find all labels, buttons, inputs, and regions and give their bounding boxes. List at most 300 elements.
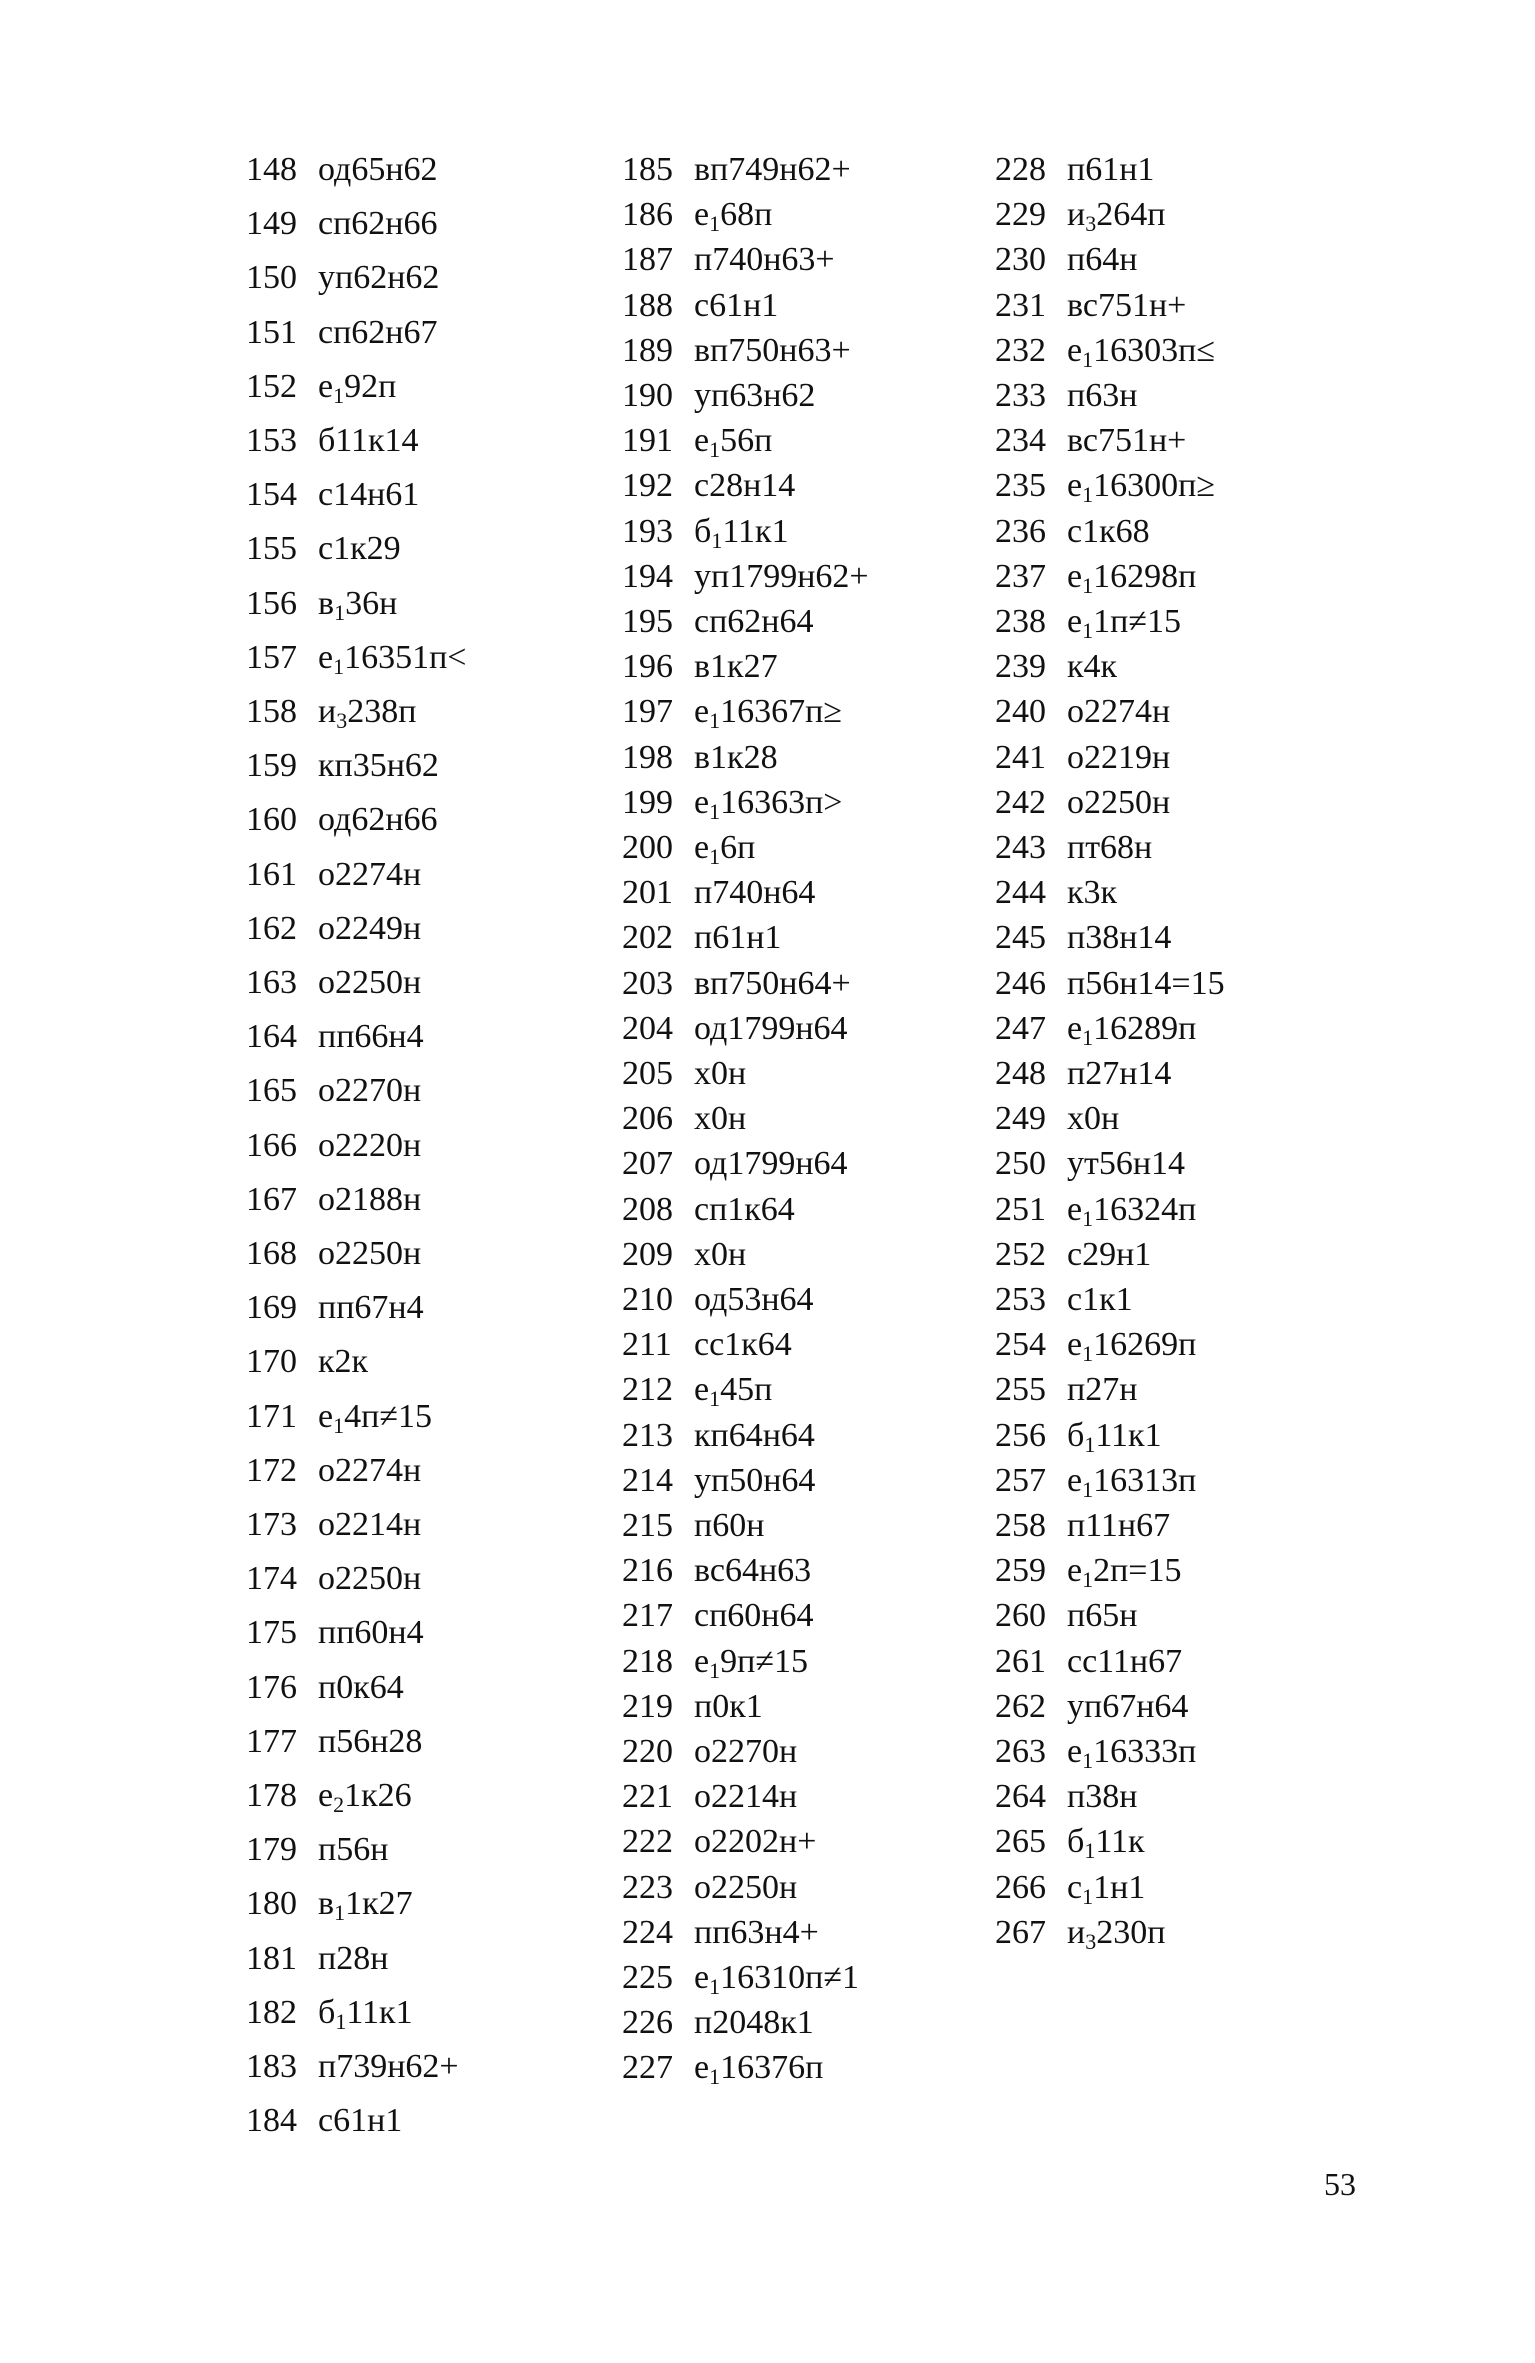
row-code: в1к28 (694, 739, 778, 776)
table-row (995, 421, 1186, 461)
row-number: 265 (995, 1823, 1046, 1860)
row-code: п63н (1067, 377, 1138, 414)
row-number: 197 (622, 693, 673, 730)
row-number: 208 (622, 1191, 673, 1228)
table-row (246, 1830, 388, 1870)
row-number: 188 (622, 287, 673, 324)
row-code: $e_116300п\ge$ (1067, 467, 1215, 507)
table-row (622, 1551, 811, 1591)
table-row (622, 828, 755, 868)
row-number: 196 (622, 648, 673, 685)
row-number: 250 (995, 1145, 1046, 1182)
table-row (995, 1777, 1137, 1817)
table-row (622, 1687, 763, 1727)
row-code: $б_111к1$ (694, 513, 789, 553)
table-row (995, 512, 1150, 552)
row-number: 166 (246, 1127, 297, 1164)
row-code: с61н1 (318, 2102, 403, 2139)
row-code: $e_116324п$ (1067, 1191, 1197, 1231)
row-number: 262 (995, 1688, 1046, 1725)
row-code: $e_12п=15$ (1067, 1552, 1182, 1592)
row-number: 212 (622, 1371, 673, 1408)
table-row (622, 1235, 746, 1275)
row-code: $e_116367п\ge$ (694, 693, 842, 733)
row-code: $e_116289п$ (1067, 1010, 1197, 1050)
row-code: сс1к64 (694, 1326, 792, 1363)
row-code: o2250н (318, 1235, 422, 1272)
table-row (995, 286, 1186, 326)
row-code: п0к64 (318, 1669, 404, 1706)
row-code: вп749н62+ (694, 151, 851, 188)
row-number: 219 (622, 1688, 673, 1725)
row-number: 242 (995, 784, 1046, 821)
table-row (246, 800, 438, 840)
row-number: 206 (622, 1100, 673, 1137)
table-row (622, 1461, 815, 1501)
row-number: 260 (995, 1597, 1046, 1634)
table-row (622, 466, 795, 506)
row-number: 218 (622, 1643, 673, 1680)
table-row (995, 150, 1154, 190)
row-number: 254 (995, 1326, 1046, 1363)
row-number: 162 (246, 910, 297, 947)
table-row (995, 240, 1137, 280)
row-number: 192 (622, 467, 673, 504)
table-row (995, 1190, 1196, 1230)
table-row (246, 1180, 421, 1220)
row-code: $e_168п$ (694, 196, 773, 236)
row-code: с29н1 (1067, 1236, 1152, 1273)
row-code: с61н1 (694, 287, 779, 324)
table-row (246, 1884, 413, 1924)
row-number: 148 (246, 151, 297, 188)
table-row (246, 1505, 421, 1545)
row-code: п28н (318, 1940, 389, 1977)
row-number: 165 (246, 1072, 297, 1109)
table-row (622, 1506, 764, 1546)
table-row (246, 1939, 388, 1979)
row-code: к4к (1067, 648, 1118, 685)
table-row (995, 195, 1165, 235)
row-number: 189 (622, 332, 673, 369)
row-number: 187 (622, 241, 673, 278)
row-number: 252 (995, 1236, 1046, 1273)
row-code: п38н14 (1067, 919, 1172, 956)
page-number: 53 (1324, 2166, 1356, 2202)
row-number: 247 (995, 1010, 1046, 1047)
row-number: 211 (622, 1326, 672, 1363)
table-row (995, 1642, 1182, 1682)
row-code: уп63н62 (694, 377, 816, 414)
row-code: $e_156п$ (694, 422, 773, 462)
row-code: вп750н64+ (694, 965, 851, 1002)
table-row (995, 647, 1117, 687)
table-row (995, 466, 1215, 506)
table-row (622, 1099, 746, 1139)
row-number: 231 (995, 287, 1046, 324)
table-row (995, 1099, 1119, 1139)
row-number: 204 (622, 1010, 673, 1047)
row-number: 256 (995, 1417, 1046, 1454)
row-code: пп67н4 (318, 1289, 424, 1326)
row-code: $e_11п\ne 15$ (1067, 603, 1181, 643)
row-code: $e_116298п$ (1067, 558, 1197, 598)
row-number: 246 (995, 965, 1046, 1002)
row-code: $e_192п$ (318, 368, 397, 408)
table-row (622, 376, 815, 416)
table-row (995, 918, 1171, 958)
row-number: 152 (246, 368, 297, 405)
row-number: 163 (246, 964, 297, 1001)
table-row (622, 1009, 848, 1049)
table-row (622, 1642, 808, 1682)
row-number: 157 (246, 639, 297, 676)
row-number: 154 (246, 476, 297, 513)
row-number: 176 (246, 1669, 297, 1706)
table-row (246, 963, 421, 1003)
table-row (246, 204, 437, 244)
table-row (622, 1777, 797, 1817)
table-row (995, 602, 1181, 642)
row-number: 237 (995, 558, 1046, 595)
table-row (622, 1280, 814, 1320)
row-code: o2250н (1067, 784, 1171, 821)
row-number: 198 (622, 739, 673, 776)
row-code: с1к1 (1067, 1281, 1133, 1318)
row-code: х0н (694, 1236, 747, 1273)
row-code: сп62н67 (318, 314, 438, 351)
table-row (246, 421, 419, 461)
row-number: 228 (995, 151, 1046, 188)
row-code: $с_11н1$ (1067, 1869, 1146, 1909)
row-number: 238 (995, 603, 1046, 640)
row-code: п27н (1067, 1371, 1138, 1408)
row-code: в1к27 (694, 648, 778, 685)
row-code: кп64н64 (694, 1417, 815, 1454)
row-code: к3к (1067, 874, 1118, 911)
row-code: п2048к1 (694, 2004, 814, 2041)
row-code: х0н (694, 1055, 747, 1092)
row-code: $б_111к$ (1067, 1823, 1145, 1863)
row-code: $e_21к26$ (318, 1777, 412, 1817)
row-code: од1799н64 (694, 1010, 848, 1047)
row-code: сп1к64 (694, 1191, 795, 1228)
row-code: уп50н64 (694, 1462, 816, 1499)
row-number: 173 (246, 1506, 297, 1543)
row-code: п27н14 (1067, 1055, 1172, 1092)
row-code: п739н62+ (318, 2048, 459, 2085)
table-row (246, 638, 466, 678)
row-number: 191 (622, 422, 673, 459)
row-number: 190 (622, 377, 673, 414)
table-row (622, 2048, 823, 2088)
table-row (622, 918, 781, 958)
row-code: б11к14 (318, 422, 419, 459)
row-number: 241 (995, 739, 1046, 776)
table-row (246, 1722, 422, 1762)
row-number: 207 (622, 1145, 673, 1182)
row-code: п56н28 (318, 1723, 423, 1760)
row-number: 158 (246, 693, 297, 730)
table-row (995, 1461, 1196, 1501)
table-row (622, 240, 835, 280)
table-row (995, 1551, 1181, 1591)
row-code: п740н63+ (694, 241, 835, 278)
table-row (622, 783, 842, 823)
table-row (246, 529, 401, 569)
row-number: 149 (246, 205, 297, 242)
row-number: 226 (622, 2004, 673, 2041)
row-code: $e_116333п$ (1067, 1733, 1197, 1773)
row-number: 177 (246, 1723, 297, 1760)
table-row (995, 1370, 1137, 1410)
table-row (246, 2101, 402, 2141)
table-row (622, 1144, 848, 1184)
table-row (995, 1822, 1145, 1862)
row-code: сп62н64 (694, 603, 814, 640)
row-number: 261 (995, 1643, 1046, 1680)
table-row (246, 855, 421, 895)
row-number: 234 (995, 422, 1046, 459)
row-code: вп750н63+ (694, 332, 851, 369)
table-row (995, 1280, 1133, 1320)
row-number: 175 (246, 1614, 297, 1651)
table-row (246, 150, 438, 190)
row-number: 159 (246, 747, 297, 784)
row-number: 258 (995, 1507, 1046, 1544)
row-code: o2219н (1067, 739, 1171, 776)
row-number: 185 (622, 151, 673, 188)
row-number: 184 (246, 2102, 297, 2139)
row-number: 201 (622, 874, 673, 911)
table-row (622, 1416, 815, 1456)
row-number: 230 (995, 241, 1046, 278)
row-number: 225 (622, 1959, 673, 1996)
table-row (246, 746, 439, 786)
row-number: 244 (995, 874, 1046, 911)
row-code: п61н1 (1067, 151, 1155, 188)
row-code: $и_3230п$ (1067, 1914, 1166, 1954)
row-number: 170 (246, 1343, 297, 1380)
table-row (246, 1071, 421, 1111)
row-code: п64н (1067, 241, 1138, 278)
row-code: o2202н+ (694, 1823, 817, 1860)
table-row (995, 783, 1170, 823)
row-code: уп62н62 (318, 259, 440, 296)
table-row (622, 1054, 746, 1094)
table-row (246, 1234, 421, 1274)
row-code: вс751н+ (1067, 422, 1187, 459)
table-row (246, 1559, 421, 1599)
table-row (995, 1416, 1162, 1456)
table-row (995, 1009, 1196, 1049)
table-row (246, 2047, 459, 2087)
table-row (246, 1342, 368, 1382)
table-row (246, 367, 396, 407)
table-row (995, 1868, 1145, 1908)
row-code: $e_116269п$ (1067, 1326, 1197, 1366)
row-code: вс64н63 (694, 1552, 812, 1589)
table-row (246, 909, 421, 949)
row-number: 266 (995, 1869, 1046, 1906)
row-code: уп67н64 (1067, 1688, 1189, 1725)
row-number: 220 (622, 1733, 673, 1770)
row-number: 150 (246, 259, 297, 296)
table-row (995, 1596, 1137, 1636)
table-row (995, 1506, 1170, 1546)
row-number: 227 (622, 2049, 673, 2086)
table-row (995, 557, 1196, 597)
table-row (995, 738, 1170, 778)
row-number: 240 (995, 693, 1046, 730)
table-row (622, 738, 778, 778)
table-row (246, 1993, 413, 2033)
row-number: 214 (622, 1462, 673, 1499)
table-row (246, 1776, 412, 1816)
row-number: 171 (246, 1398, 297, 1435)
table-row (622, 1732, 797, 1772)
row-number: 232 (995, 332, 1046, 369)
table-row (995, 376, 1137, 416)
row-number: 259 (995, 1552, 1046, 1589)
row-code: o2250н (318, 1560, 422, 1597)
row-number: 217 (622, 1597, 673, 1634)
table-row (995, 331, 1215, 371)
table-row (995, 873, 1117, 913)
row-number: 257 (995, 1462, 1046, 1499)
table-row (995, 692, 1170, 732)
table-row (246, 1126, 421, 1166)
row-number: 251 (995, 1191, 1046, 1228)
table-row (622, 692, 842, 732)
table-row (246, 1397, 432, 1437)
row-number: 195 (622, 603, 673, 640)
row-number: 239 (995, 648, 1046, 685)
row-number: 222 (622, 1823, 673, 1860)
row-code: сп60н64 (694, 1597, 814, 1634)
row-number: 169 (246, 1289, 297, 1326)
table-row (622, 1958, 859, 1998)
row-number: 264 (995, 1778, 1046, 1815)
row-number: 263 (995, 1733, 1046, 1770)
row-number: 199 (622, 784, 673, 821)
row-number: 224 (622, 1914, 673, 1951)
table-row (995, 1235, 1151, 1275)
row-code: х0н (1067, 1100, 1120, 1137)
row-number: 167 (246, 1181, 297, 1218)
table-row (622, 1868, 797, 1908)
row-code: o2274н (1067, 693, 1171, 730)
row-number: 160 (246, 801, 297, 838)
table-row (995, 1913, 1165, 1953)
row-code: o2188н (318, 1181, 422, 1218)
row-number: 194 (622, 558, 673, 595)
table-row (622, 421, 772, 461)
row-code: $e_19п\ne 15$ (694, 1643, 808, 1683)
row-code: $e_116351п<$ (318, 639, 467, 679)
table-row (246, 1613, 424, 1653)
row-number: 215 (622, 1507, 673, 1544)
row-code: $в_136н$ (318, 585, 398, 625)
row-code: с28н14 (694, 467, 796, 504)
row-code: o2214н (318, 1506, 422, 1543)
table-row (246, 313, 437, 353)
table-row (246, 1451, 421, 1491)
table-row (246, 584, 397, 624)
row-code: $б_111к1$ (1067, 1417, 1162, 1457)
row-code: o2270н (694, 1733, 798, 1770)
row-code: п38н (1067, 1778, 1138, 1815)
table-row (246, 1668, 404, 1708)
row-code: к2к (318, 1343, 369, 1380)
row-number: 181 (246, 1940, 297, 1977)
table-row (622, 512, 789, 552)
row-code: п56н (318, 1831, 389, 1868)
row-number: 168 (246, 1235, 297, 1272)
row-number: 161 (246, 856, 297, 893)
row-number: 249 (995, 1100, 1046, 1137)
row-code: $e_116376п$ (694, 2049, 824, 2089)
row-code: o2274н (318, 856, 422, 893)
row-number: 203 (622, 965, 673, 1002)
row-number: 164 (246, 1018, 297, 1055)
table-row (622, 331, 851, 371)
row-code: o2220н (318, 1127, 422, 1164)
row-number: 193 (622, 513, 673, 550)
table-row (622, 1190, 795, 1230)
row-code: п0к1 (694, 1688, 763, 1725)
row-code: сс11н67 (1067, 1643, 1183, 1680)
table-row (622, 1822, 816, 1862)
row-code: пп60н4 (318, 1614, 424, 1651)
row-code: п11н67 (1067, 1507, 1171, 1544)
row-code: $б_111к1$ (318, 1994, 413, 2034)
row-code: пт68н (1067, 829, 1153, 866)
row-number: 172 (246, 1452, 297, 1489)
row-code: сп62н66 (318, 205, 438, 242)
row-number: 209 (622, 1236, 673, 1273)
table-row (246, 692, 416, 732)
row-code: o2250н (318, 964, 422, 1001)
row-number: 182 (246, 1994, 297, 2031)
table-row (995, 1144, 1185, 1184)
row-code: ут56н14 (1067, 1145, 1186, 1182)
row-code: o2274н (318, 1452, 422, 1489)
row-number: 202 (622, 919, 673, 956)
row-number: 229 (995, 196, 1046, 233)
table-row (622, 1596, 813, 1636)
row-number: 178 (246, 1777, 297, 1814)
row-code: $и_3238п$ (318, 693, 417, 733)
row-code: кп35н62 (318, 747, 439, 784)
row-number: 174 (246, 1560, 297, 1597)
row-number: 155 (246, 530, 297, 567)
row-code: $e_145п$ (694, 1371, 773, 1411)
row-code: п60н (694, 1507, 765, 1544)
row-number: 186 (622, 196, 673, 233)
row-code: $e_116303п\le$ (1067, 332, 1215, 372)
table-row (995, 1687, 1188, 1727)
table-row (622, 150, 851, 190)
table-row (995, 964, 1225, 1004)
row-number: 243 (995, 829, 1046, 866)
row-number: 236 (995, 513, 1046, 550)
row-number: 183 (246, 2048, 297, 2085)
row-number: 255 (995, 1371, 1046, 1408)
row-number: 233 (995, 377, 1046, 414)
row-code: од1799н64 (694, 1145, 848, 1182)
table-row (622, 602, 813, 642)
